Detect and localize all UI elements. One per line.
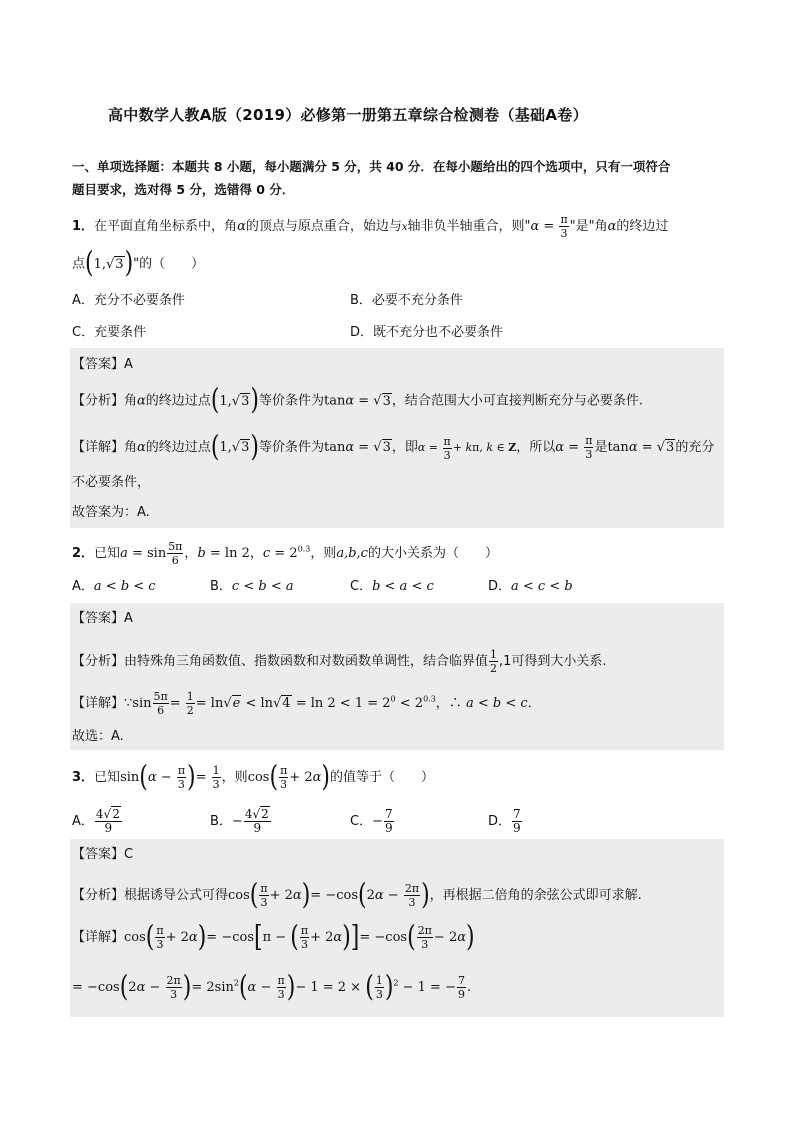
q1-option-c[interactable]: C．充要条件 — [72, 325, 147, 340]
q1-stem-line2: 点(1,√3)"的（ ） — [72, 247, 205, 280]
alpha-symbol: α — [237, 219, 246, 234]
q3-detail-line2: = −cos(2α − $\frac{2\pi}{3}$ )= $2\sin^2(\alpha$ − $\frac{\pi}{3}$ )− 1 = 2 × ( $\frac{1}{3}$ )$^2$ − 1 = − $\frac{7}{9}$ . — [72, 970, 472, 1004]
q3-number: 3． — [72, 770, 95, 785]
section-header-line1: 一、单项选择题：本题共 8 小题，每小题满分 5 分，共 40 分．在每小题给出的四个选项中，只有一项符合 — [72, 159, 671, 174]
q1-option-a[interactable]: A．充分不必要条件 — [72, 293, 185, 308]
q3-option-d[interactable]: D． $\frac{7}{9}$ — [488, 807, 521, 835]
q3-stem: 3．已知sin(α − $\frac{\pi}{3}$ )= $\frac{1}{3}$ ，则cos( $\frac{\pi}{3}$ + 2α)的值等于（ ） — [72, 760, 434, 794]
q2-conclusion: 故选：A. — [72, 729, 124, 744]
q2-number: 2． — [72, 546, 95, 561]
q1-detail-line2: 不必要条件， — [72, 475, 151, 490]
fraction-pi-over-3: $\frac{\pi}{3}$ — [560, 213, 568, 240]
q1-answer: 【答案】A — [72, 357, 133, 372]
q2-option-b[interactable]: B．c < b < a — [210, 579, 294, 594]
q2-option-d[interactable]: D．a < c < b — [488, 579, 573, 594]
section-header-line2: 题目要求，选对得 5 分，选错得 0 分． — [72, 182, 295, 197]
q2-detail: 【详解】∵sin $\frac{5\pi}{6}$ = $\frac{1}{2}$ = $\ln√e < \ln√4 = \ln 2 < 1 = 2^0 < 2^{0.3}$，∴ a < b < c． — [72, 690, 541, 717]
q2-option-a[interactable]: A．a < b < c — [72, 579, 156, 594]
q3-option-b[interactable]: B．− $\frac{4√2}{9}$ — [210, 807, 269, 835]
q1-option-b[interactable]: B．必要不充分条件 — [350, 293, 463, 308]
q3-detail-line1: 【详解】cos( $\frac{\pi}{3}$ + 2α)= −cos[π − ( $\frac{\pi}{3}$ + 2α)]= −cos( $\frac{2\pi}{3}$ − 2α) — [72, 920, 475, 954]
q3-answer: 【答案】C — [72, 847, 134, 862]
q1-conclusion: 故答案为：A. — [72, 505, 150, 520]
q1-detail-line1: 【详解】角α的终边过点(1,√3)等价条件为tanα = √3，即α = $\frac{\pi}{3}$ + kπ, k ∈ Z，所以α = $\frac{\pi}{3}$ 是tanα = √3的充分 — [72, 430, 715, 464]
q2-answer: 【答案】A — [72, 611, 133, 626]
q3-option-c[interactable]: C．− $\frac{7}{9}$ — [350, 807, 393, 835]
q3-option-a[interactable]: A． $\frac{4√2}{9}$ — [72, 807, 120, 835]
page-title: 高中数学人教A版（2019）必修第一册第五章综合检测卷（基础A卷） — [108, 106, 588, 124]
q2-solution-block — [70, 603, 724, 750]
q2-option-c[interactable]: C．b < a < c — [350, 579, 434, 594]
q1-option-d[interactable]: D．既不充分也不必要条件 — [350, 325, 504, 340]
q2-stem: 2．已知a = sin $\frac{5\pi}{6}$ ，b = ln 2，$c = 2^{0.3}$，则a,b,c的大小关系为（ ） — [72, 540, 498, 567]
q3-analysis: 【分析】根据诱导公式可得cos( $\frac{\pi}{3}$ + 2α)= −cos(2α − $\frac{2\pi}{3}$ )，再根据二倍角的余弦公式即可求解. — [72, 878, 642, 912]
q2-analysis: 【分析】由特殊角三角函数值、指数函数和对数函数单调性，结合临界值 $\frac{1}{2}$ ,1可得到大小关系. — [72, 648, 607, 675]
point-1-sqrt3: (1,√3) — [85, 247, 134, 280]
q1-stem-line1: 1．在平面直角坐标系中，角α的顶点与原点重合，始边与x轴非负半轴重合，则"α = $\frac{\pi}{3}$ "是"角α的终边过 — [72, 213, 669, 240]
q1-analysis: 【分析】角α的终边过点(1,√3)等价条件为tanα = √3，结合范围大小可直接判断充分与必要条件. — [72, 384, 643, 417]
q1-number: 1． — [72, 219, 95, 234]
